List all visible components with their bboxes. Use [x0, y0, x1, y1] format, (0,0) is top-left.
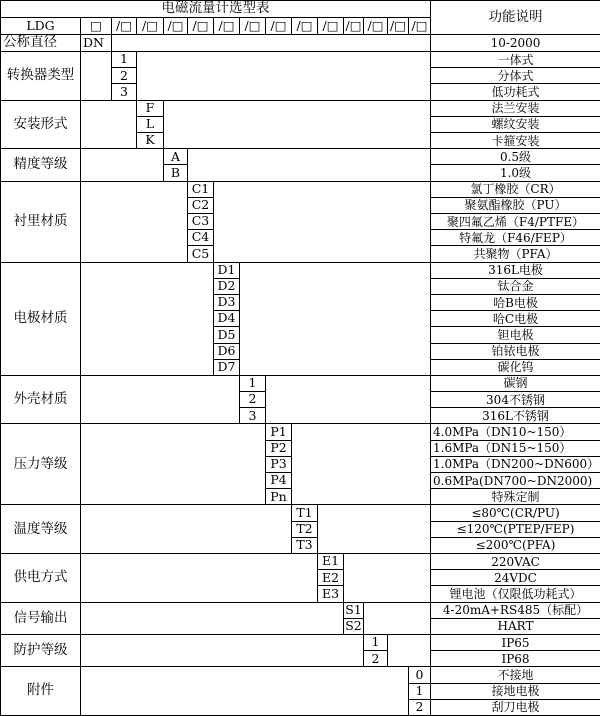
option-code: Pn: [266, 489, 292, 505]
option-code: D5: [214, 327, 240, 343]
blank-cell: [137, 52, 431, 101]
option-description: 4.0MPa（DN10~150）: [431, 424, 600, 440]
option-code: D3: [214, 295, 240, 311]
option-code: P1: [266, 424, 292, 440]
option-description: 共聚物（PFA）: [431, 246, 600, 262]
model-option-box: /□: [240, 18, 266, 35]
dn-desc: 10-2000: [431, 35, 600, 52]
model-option-box: /□: [409, 18, 431, 35]
option-description: 氯丁橡胶（CR）: [431, 182, 600, 198]
option-code: B: [164, 165, 188, 181]
model-box: □: [81, 18, 112, 35]
model-option-box: /□: [137, 18, 164, 35]
option-code: C5: [188, 246, 214, 262]
option-description: 不接地: [431, 667, 600, 683]
blank-cell: [112, 35, 431, 52]
option-code: D2: [214, 279, 240, 295]
option-description: 钽电极: [431, 327, 600, 343]
option-description: 220VAC: [431, 554, 600, 570]
option-code: T1: [292, 505, 318, 521]
option-code: C4: [188, 230, 214, 246]
option-description: 聚四氟乙烯（F4/PTFE）: [431, 214, 600, 230]
option-description: 卡箍安装: [431, 133, 600, 149]
model-option-box: /□: [164, 18, 188, 35]
blank-cell: [81, 101, 137, 150]
option-description: 1.0MPa（DN200~DN600）: [433, 457, 600, 472]
option-code: A: [164, 149, 188, 165]
option-description: ≤200℃(PFA): [431, 538, 600, 554]
section-label: 衬里材质: [1, 182, 81, 263]
blank-cell: [266, 376, 431, 425]
option-description: 0.5级: [431, 149, 600, 165]
option-code: 2: [112, 68, 137, 84]
model-option-box: /□: [266, 18, 292, 35]
option-code: 3: [240, 408, 266, 424]
option-description: IP68: [431, 651, 600, 667]
option-code: P4: [266, 473, 292, 489]
option-code: C1: [188, 182, 214, 198]
option-code: D7: [214, 360, 240, 376]
dn-label: 公称直径: [1, 35, 81, 52]
option-description: 聚氨酯橡胶（PU）: [431, 198, 600, 214]
option-code: 2: [240, 392, 266, 408]
model-option-box: /□: [364, 18, 388, 35]
option-code: S2: [344, 619, 364, 635]
option-description: 分体式: [431, 68, 600, 84]
option-description: 特殊定制: [431, 489, 600, 505]
option-code: 2: [364, 651, 388, 667]
option-description: ≤80℃(CR/PU): [431, 505, 600, 521]
option-description: 304不锈钢: [431, 392, 600, 408]
option-description: 碳钢: [431, 376, 600, 392]
model-option-box: /□: [318, 18, 344, 35]
option-code: 1: [240, 376, 266, 392]
section-label: 转换器类型: [1, 52, 81, 101]
option-description: 316L电极: [431, 263, 600, 279]
option-code: D6: [214, 344, 240, 360]
option-code: 1: [112, 52, 137, 68]
blank-cell: [318, 505, 431, 554]
option-description: 哈C电极: [431, 311, 600, 327]
option-code: S1: [344, 603, 364, 619]
blank-cell: [81, 424, 266, 505]
option-description: 钛合金: [431, 279, 600, 295]
option-code: L: [137, 117, 164, 133]
blank-cell: [81, 376, 240, 425]
option-code: D4: [214, 311, 240, 327]
option-code: C3: [188, 214, 214, 230]
blank-cell: [164, 101, 431, 150]
option-code: T3: [292, 538, 318, 554]
section-label: 温度等级: [1, 505, 81, 554]
option-code: T2: [292, 522, 318, 538]
blank-cell: [81, 667, 409, 716]
dn-code: DN: [81, 35, 112, 52]
option-description: 24VDC: [431, 570, 600, 586]
option-code: E3: [318, 586, 344, 602]
blank-cell: [81, 635, 364, 667]
option-code: 1: [409, 684, 431, 700]
model-option-box: /□: [214, 18, 240, 35]
option-code: P2: [266, 441, 292, 457]
option-code: E2: [318, 570, 344, 586]
section-label: 精度等级: [1, 149, 81, 181]
option-description: 哈B电极: [431, 295, 600, 311]
option-description: 接地电极: [431, 684, 600, 700]
blank-cell: [364, 603, 431, 635]
option-description: ≤120℃(PTEP/FEP): [431, 522, 600, 538]
option-code: E1: [318, 554, 344, 570]
option-code: P3: [266, 457, 292, 473]
blank-cell: [81, 149, 164, 181]
model-option-box: /□: [344, 18, 364, 35]
option-code: F: [137, 101, 164, 117]
option-description: 316L不锈钢: [431, 408, 600, 424]
model-option-box: /□: [292, 18, 318, 35]
section-label: 电极材质: [1, 263, 81, 376]
section-label: 附件: [1, 667, 81, 716]
option-code: 0: [409, 667, 431, 683]
blank-cell: [81, 603, 344, 635]
model-option-box: /□: [188, 18, 214, 35]
blank-cell: [188, 149, 431, 181]
option-description: 低功耗式: [431, 84, 600, 100]
section-label: 压力等级: [1, 424, 81, 505]
option-description: 4-20mA+RS485（标配）: [431, 603, 600, 619]
option-code: 3: [112, 84, 137, 100]
blank-cell: [81, 263, 214, 376]
blank-cell: [81, 554, 318, 603]
blank-cell: [81, 52, 112, 101]
blank-cell: [388, 635, 431, 667]
section-label: 防护等级: [1, 635, 81, 667]
description-header: 功能说明: [431, 1, 600, 35]
section-label: 安装形式: [1, 101, 81, 150]
option-description: 1.0级: [431, 165, 600, 181]
option-description: 碳化钨: [431, 360, 600, 376]
blank-cell: [292, 424, 431, 505]
option-code: K: [137, 133, 164, 149]
option-description: 螺纹安装: [431, 117, 600, 133]
section-label: 供电方式: [1, 554, 81, 603]
option-description: 1.6MPa（DN15~150）: [431, 441, 600, 457]
table-title: 电磁流量计选型表: [1, 1, 431, 18]
option-code: D1: [214, 263, 240, 279]
option-code: 1: [364, 635, 388, 651]
section-label: 信号输出: [1, 603, 81, 635]
option-code: C2: [188, 198, 214, 214]
option-description: 刮刀电极: [431, 700, 600, 716]
option-description: 法兰安装: [431, 101, 600, 117]
option-description: 0.6MPa(DN700~DN2000): [431, 473, 600, 489]
option-code: 2: [409, 700, 431, 716]
model-option-box: /□: [388, 18, 409, 35]
option-description: HART: [431, 619, 600, 635]
option-description: 特氟龙（F46/FEP）: [431, 230, 600, 246]
blank-cell: [81, 505, 292, 554]
blank-cell: [214, 182, 431, 263]
blank-cell: [240, 263, 431, 376]
model-prefix: LDG: [1, 18, 81, 35]
option-description: 锂电池（仅限低功耗式）: [431, 586, 600, 602]
option-description: 一体式: [431, 52, 600, 68]
option-description: 铂铱电极: [431, 344, 600, 360]
blank-cell: [81, 182, 188, 263]
option-description: IP65: [431, 635, 600, 651]
section-label: 外壳材质: [1, 376, 81, 425]
blank-cell: [344, 554, 431, 603]
model-option-box: /□: [112, 18, 137, 35]
